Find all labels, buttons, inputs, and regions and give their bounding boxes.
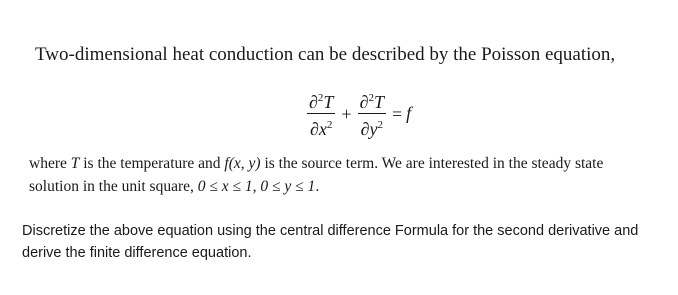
exponent: 2	[368, 92, 374, 104]
text-segment: .	[315, 178, 320, 195]
partial-symbol: ∂	[310, 119, 319, 139]
partial-symbol: ∂	[359, 92, 369, 112]
variable-x: x	[318, 119, 327, 139]
text-segment: is the temperature and	[79, 155, 225, 172]
exponent: 2	[377, 119, 383, 131]
exponent: 2	[326, 119, 333, 131]
task-paragraph: Discretize the above equation using the central difference Formula for the second derivative and derive the finite difference equation.	[22, 223, 639, 261]
fraction-numerator	[358, 88, 386, 114]
text-segment: is the source term. We are interested in the steady state solution in the unit square,	[29, 155, 604, 195]
fraction-d2T-dy2	[358, 88, 386, 139]
source-term-f: f	[406, 103, 412, 123]
intro-text: Two-dimensional heat conduction can be described by the Poisson equation,	[35, 44, 616, 65]
fraction-denominator	[359, 114, 385, 139]
variable-y: y	[369, 119, 378, 139]
partial-symbol: ∂	[360, 119, 370, 139]
plus-operator: +	[341, 103, 352, 124]
partial-symbol: ∂	[309, 92, 318, 112]
fraction-denominator	[308, 114, 334, 139]
exponent: 2	[317, 92, 324, 104]
source-function: f(x, y)	[224, 155, 261, 172]
text-segment: where	[29, 155, 71, 172]
fraction-numerator	[307, 88, 335, 114]
variable-T: T	[70, 155, 80, 172]
description-paragraph	[29, 152, 649, 198]
domain-expression: 0 ≤ x ≤ 1, 0 ≤ y ≤ 1	[197, 178, 316, 195]
variable-T: T	[323, 92, 334, 112]
poisson-equation	[305, 88, 411, 139]
variable-T: T	[373, 92, 384, 112]
fraction-d2T-dx2	[307, 88, 335, 139]
equals-operator: =	[392, 103, 403, 124]
